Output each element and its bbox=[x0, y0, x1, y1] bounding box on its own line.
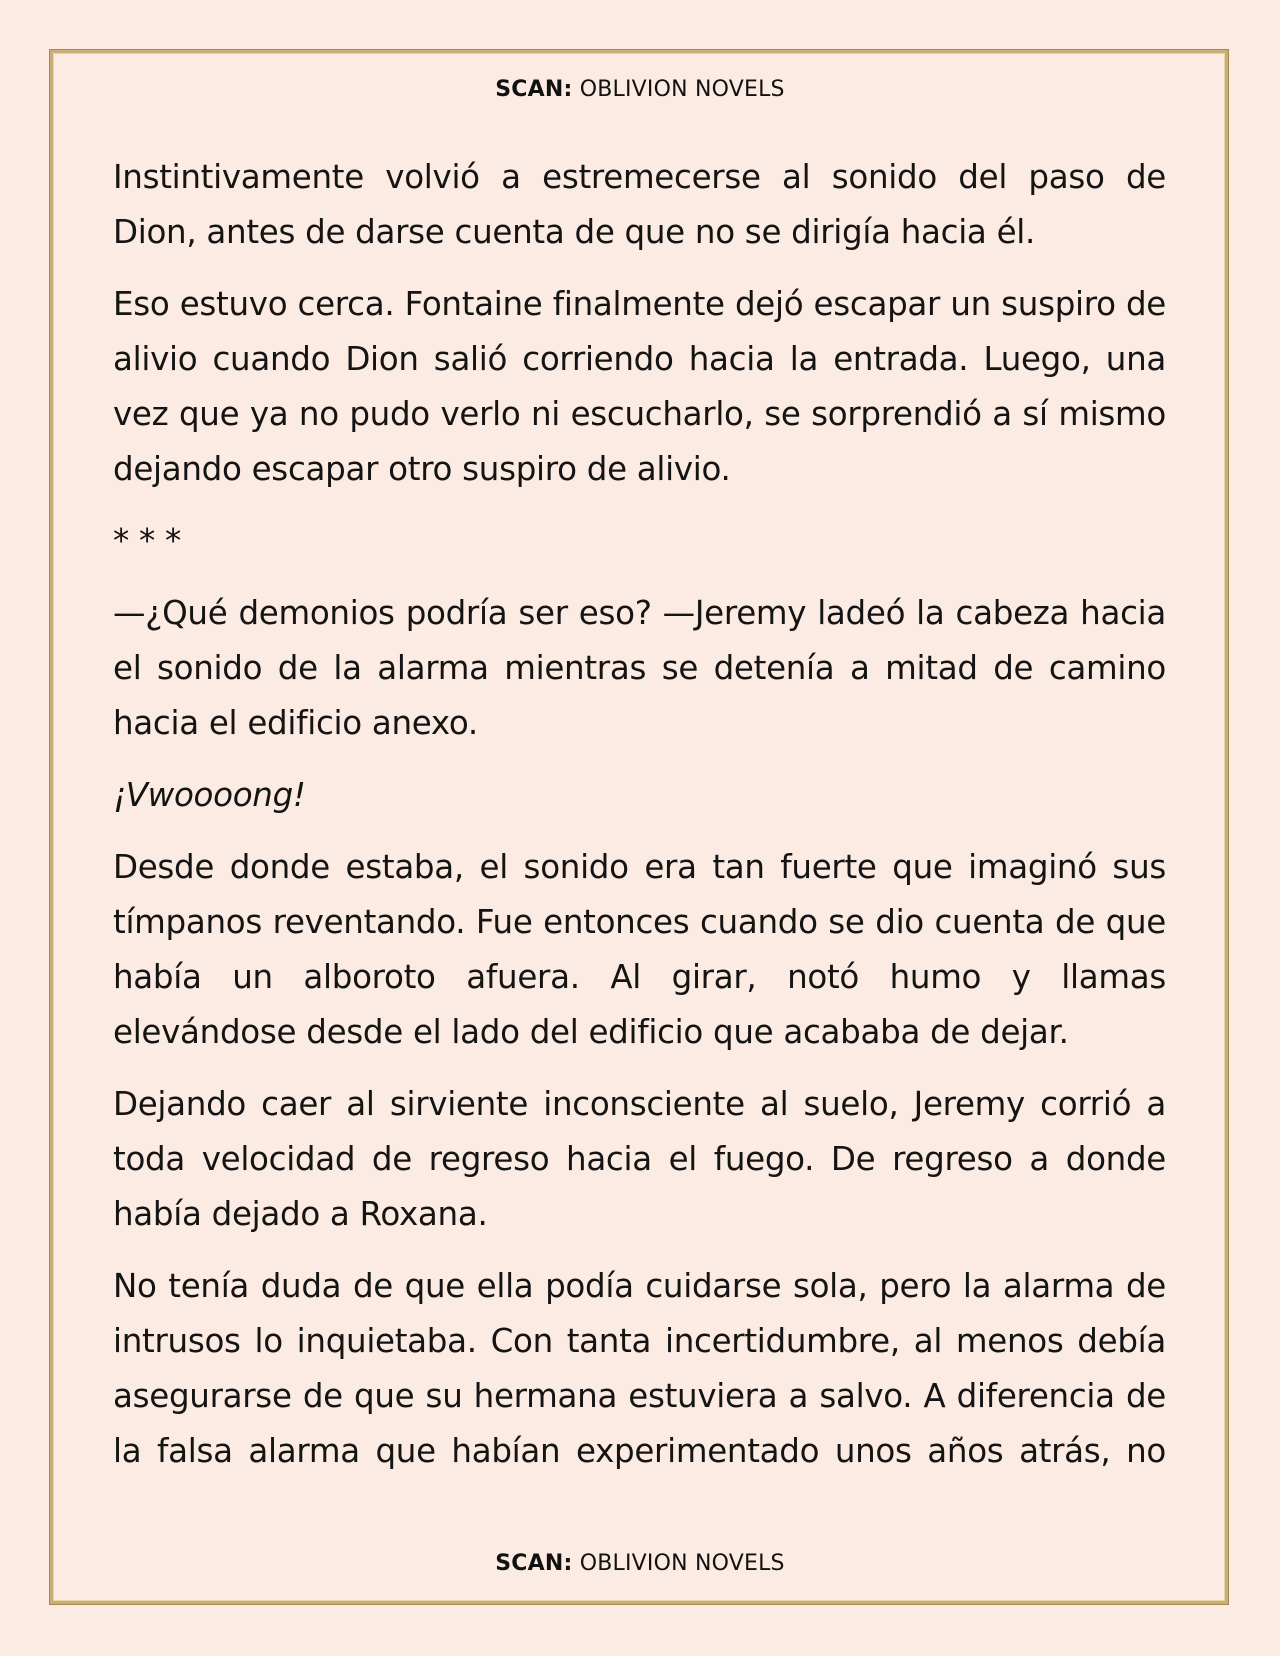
paragraph: Eso estuvo cerca. Fontaine finalmente dejó escapar un suspiro de alivio cuando Dion salió corriendo hacia la entrada. Luego, una vez que ya no pudo verlo ni escucharlo, se sorprendió a sí mismo dejando escapar otro suspiro de alivio. bbox=[113, 285, 1166, 488]
page-header bbox=[0, 77, 1280, 102]
footer-label: SCAN: bbox=[495, 1551, 573, 1576]
footer-text: OBLIVION NOVELS bbox=[579, 1551, 785, 1576]
paragraph: Instintivamente volvió a estremecerse al sonido del paso de Dion, antes de darse cuenta de que no se dirigía hacia él. bbox=[113, 158, 1166, 251]
sound-effect: ¡Vwoooong! bbox=[113, 776, 306, 814]
page-body bbox=[113, 150, 1166, 1479]
header-label: SCAN: bbox=[495, 77, 573, 102]
paragraph: Desde donde estaba, el sonido era tan fuerte que imaginó sus tímpanos reventando. Fue entonces cuando se dio cuenta de que había un alboroto afuera. Al girar, notó humo y llamas elevándose desde el lado del edificio que acababa de dejar. bbox=[113, 848, 1166, 1051]
paragraph: No tenía duda de que ella podía cuidarse sola, pero la alarma de intrusos lo inquietaba. Con tanta incertidumbre, al menos debía asegurarse de que su hermana estuviera a salvo. A diferencia de la falsa alarma que habían experimentado unos años atrás, no bbox=[113, 1267, 1166, 1470]
scene-break: * * * bbox=[113, 522, 181, 560]
page-footer bbox=[0, 1551, 1280, 1576]
header-text: OBLIVION NOVELS bbox=[579, 77, 785, 102]
paragraph: Dejando caer al sirviente inconsciente al suelo, Jeremy corrió a toda velocidad de regreso hacia el fuego. De regreso a donde había dejado a Roxana. bbox=[113, 1085, 1166, 1233]
paragraph: —¿Qué demonios podría ser eso? —Jeremy ladeó la cabeza hacia el sonido de la alarma mientras se detenía a mitad de camino hacia el edificio anexo. bbox=[113, 594, 1166, 742]
